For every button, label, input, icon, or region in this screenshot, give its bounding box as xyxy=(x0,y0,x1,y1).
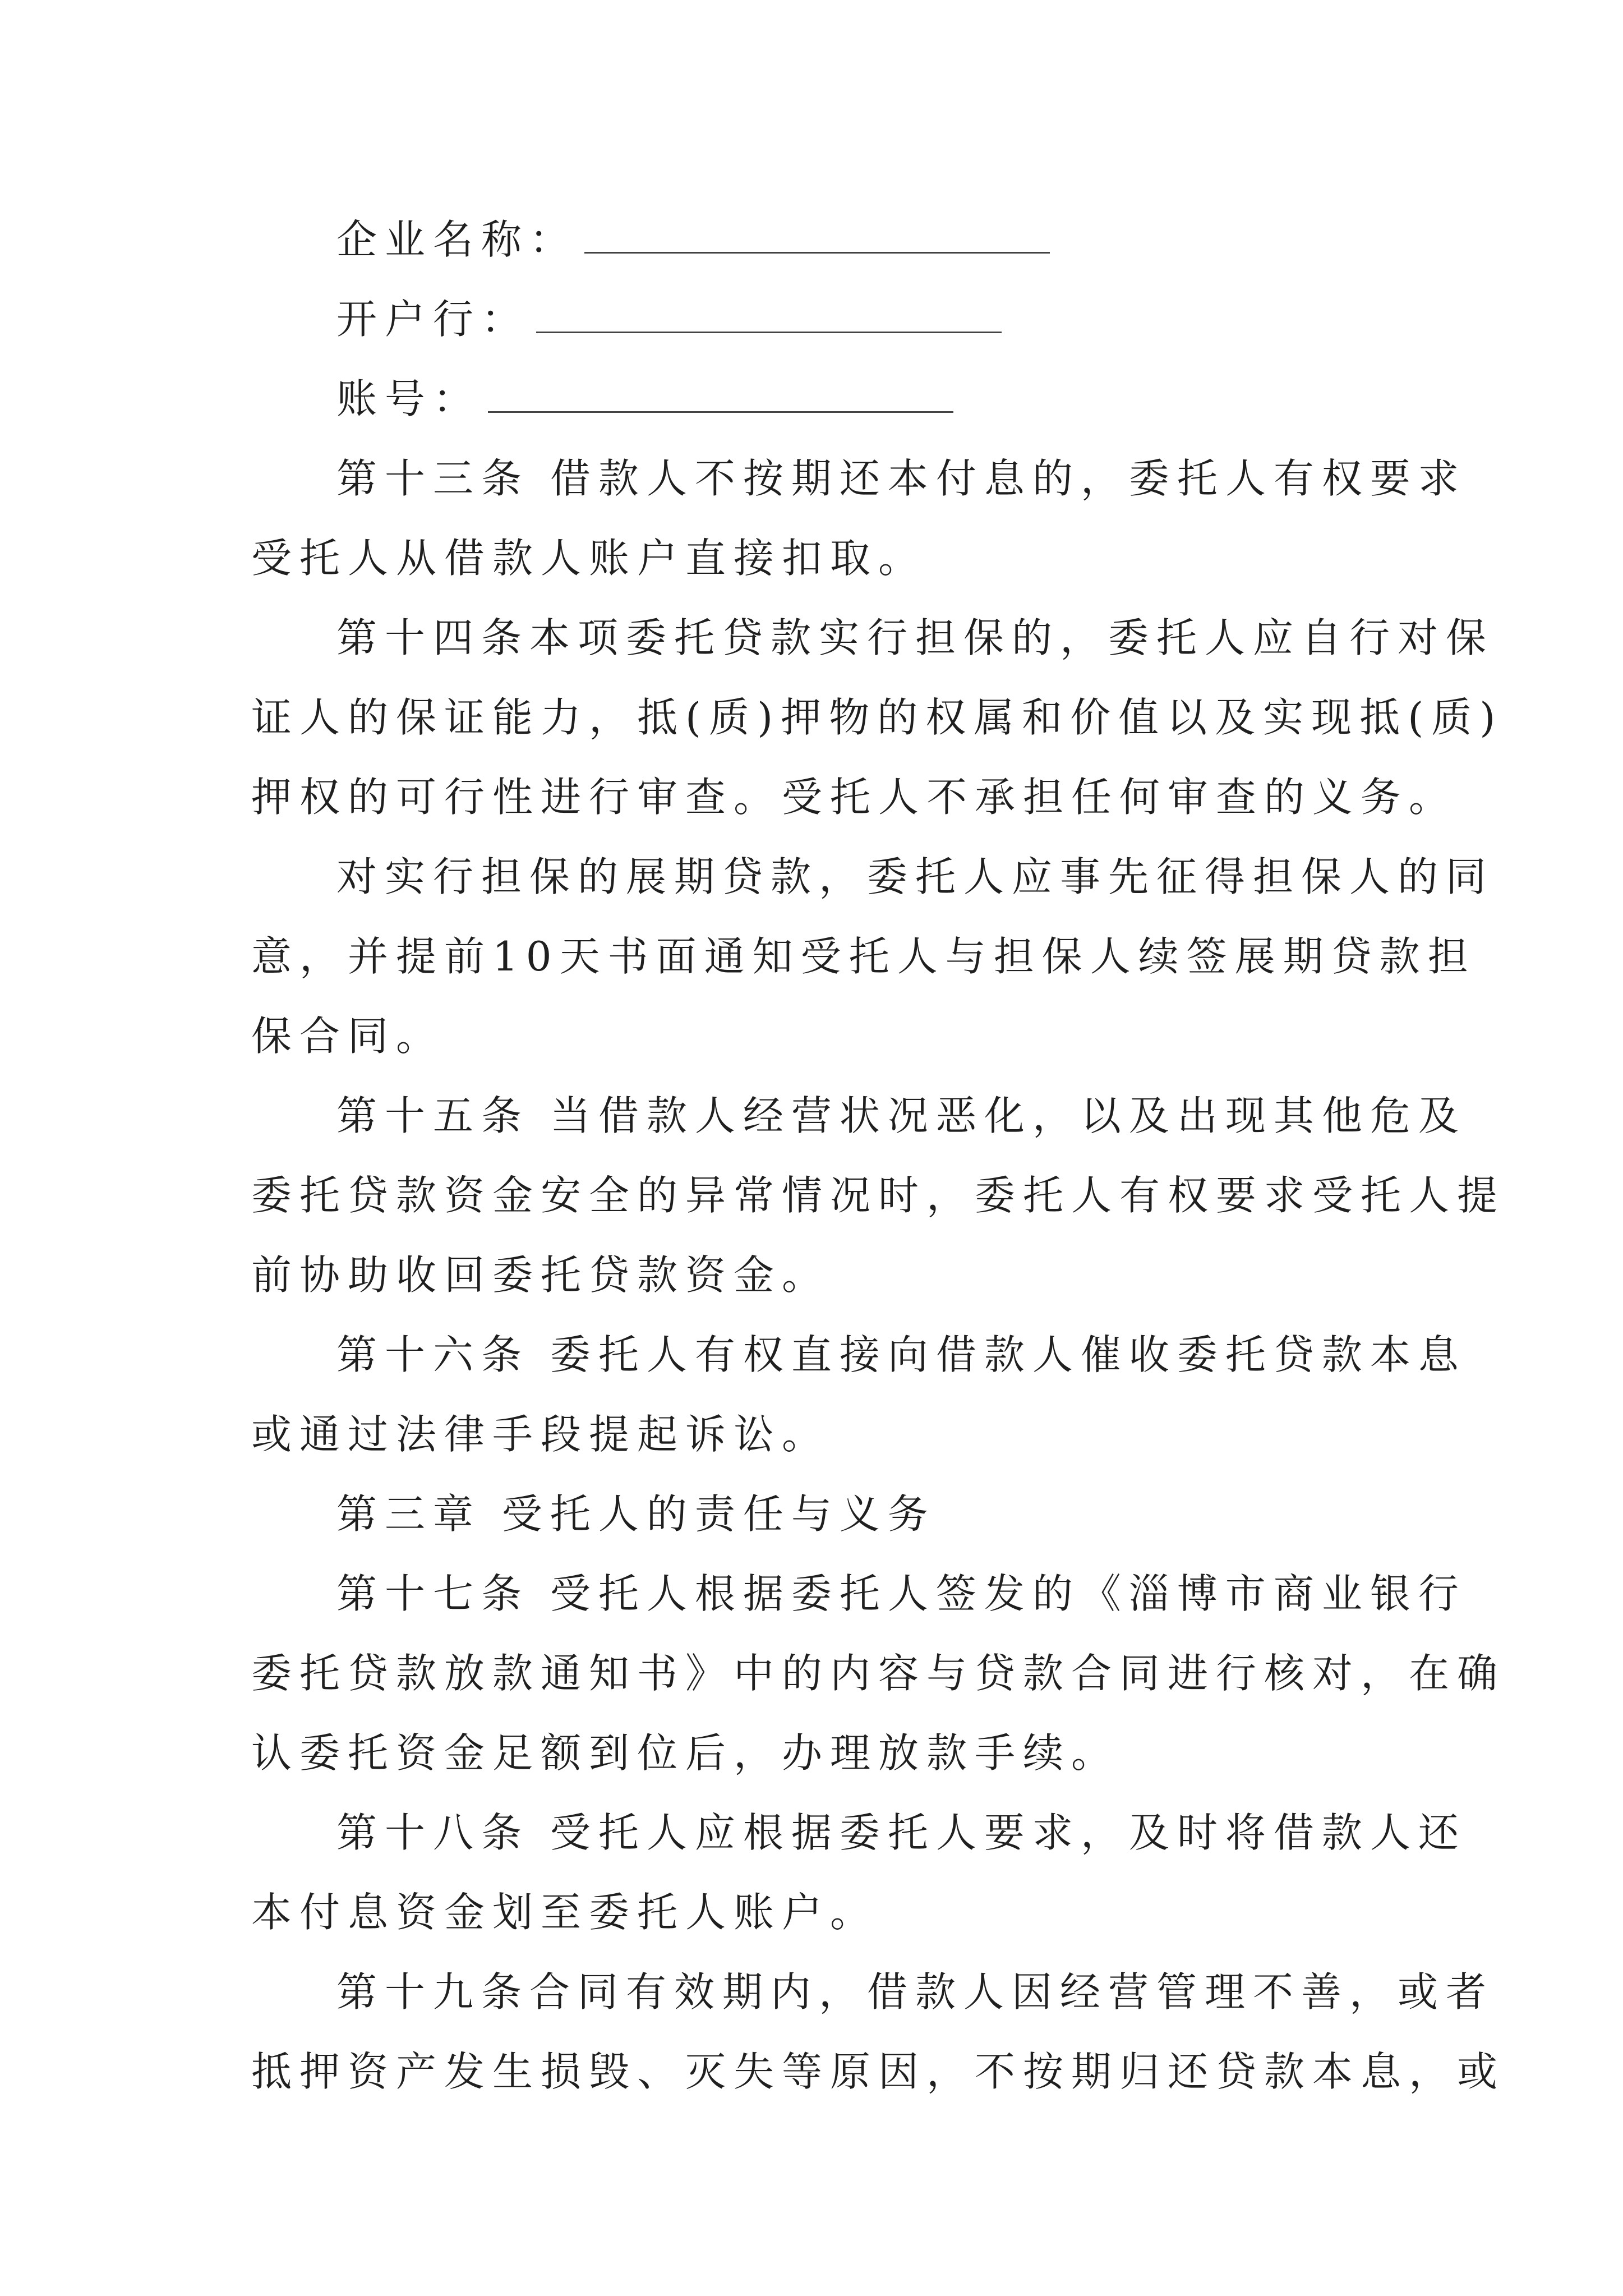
article-15-line-3: 前协助收回委托贷款资金。 xyxy=(251,1251,831,1299)
article-13-line-1: 第十三条 借款人不按期还本付息的，委托人有权要求 xyxy=(336,455,1467,502)
article-15-line-2: 委托贷款资金安全的异常情况时，委托人有权要求受托人提 xyxy=(251,1172,1506,1219)
article-17-line-3: 认委托资金足额到位后，办理放款手续。 xyxy=(251,1729,1120,1777)
account-blank xyxy=(488,378,953,413)
article-16-line-1: 第十六条 委托人有权直接向借款人催收委托贷款本息 xyxy=(336,1331,1467,1378)
bank-label: 开户行： xyxy=(336,296,530,343)
chapter-3-heading: 第三章 受托人的责任与义务 xyxy=(336,1490,936,1538)
bank-blank xyxy=(536,298,1002,333)
bank-field xyxy=(251,279,1373,359)
article-19-line-2: 抵押资产发生损毁、灭失等原因，不按期归还贷款本息，或 xyxy=(251,2048,1506,2095)
extension-line-1: 对实行担保的展期贷款，委托人应事先征得担保人的同 xyxy=(336,853,1495,900)
article-13-line-2: 受托人从借款人账户直接扣取。 xyxy=(251,535,927,582)
company-name-blank xyxy=(584,218,1050,254)
account-field xyxy=(251,359,1373,439)
article-14-line-3: 押权的可行性进行审查。受托人不承担任何审查的义务。 xyxy=(251,774,1458,821)
document-body xyxy=(251,200,1506,2111)
extension-line-2: 意，并提前10天书面通知受托人与担保人续签展期贷款担 xyxy=(251,933,1476,980)
article-15-line-1: 第十五条 当借款人经营状况恶化，以及出现其他危及 xyxy=(336,1092,1467,1139)
article-14-line-2: 证人的保证能力，抵(质)押物的权属和价值以及实现抵(质) xyxy=(251,694,1504,741)
company-name-label: 企业名称： xyxy=(336,216,578,263)
article-17-line-1: 第十七条 受托人根据委托人签发的《淄博市商业银行 xyxy=(336,1570,1467,1617)
article-16-line-2: 或通过法律手段提起诉讼。 xyxy=(251,1411,831,1458)
article-14-line-1: 第十四条本项委托贷款实行担保的，委托人应自行对保 xyxy=(336,614,1495,661)
account-label: 账号： xyxy=(336,375,482,422)
article-18-line-2: 本付息资金划至委托人账户。 xyxy=(251,1889,879,1936)
article-17-line-2: 委托贷款放款通知书》中的内容与贷款合同进行核对，在确 xyxy=(251,1650,1506,1697)
company-name-field xyxy=(251,200,1373,279)
article-18-line-1: 第十八条 受托人应根据委托人要求，及时将借款人还 xyxy=(336,1809,1467,1856)
article-19-line-1: 第十九条合同有效期内，借款人因经营管理不善，或者 xyxy=(336,1968,1495,2016)
extension-line-3: 保合同。 xyxy=(251,1013,445,1060)
